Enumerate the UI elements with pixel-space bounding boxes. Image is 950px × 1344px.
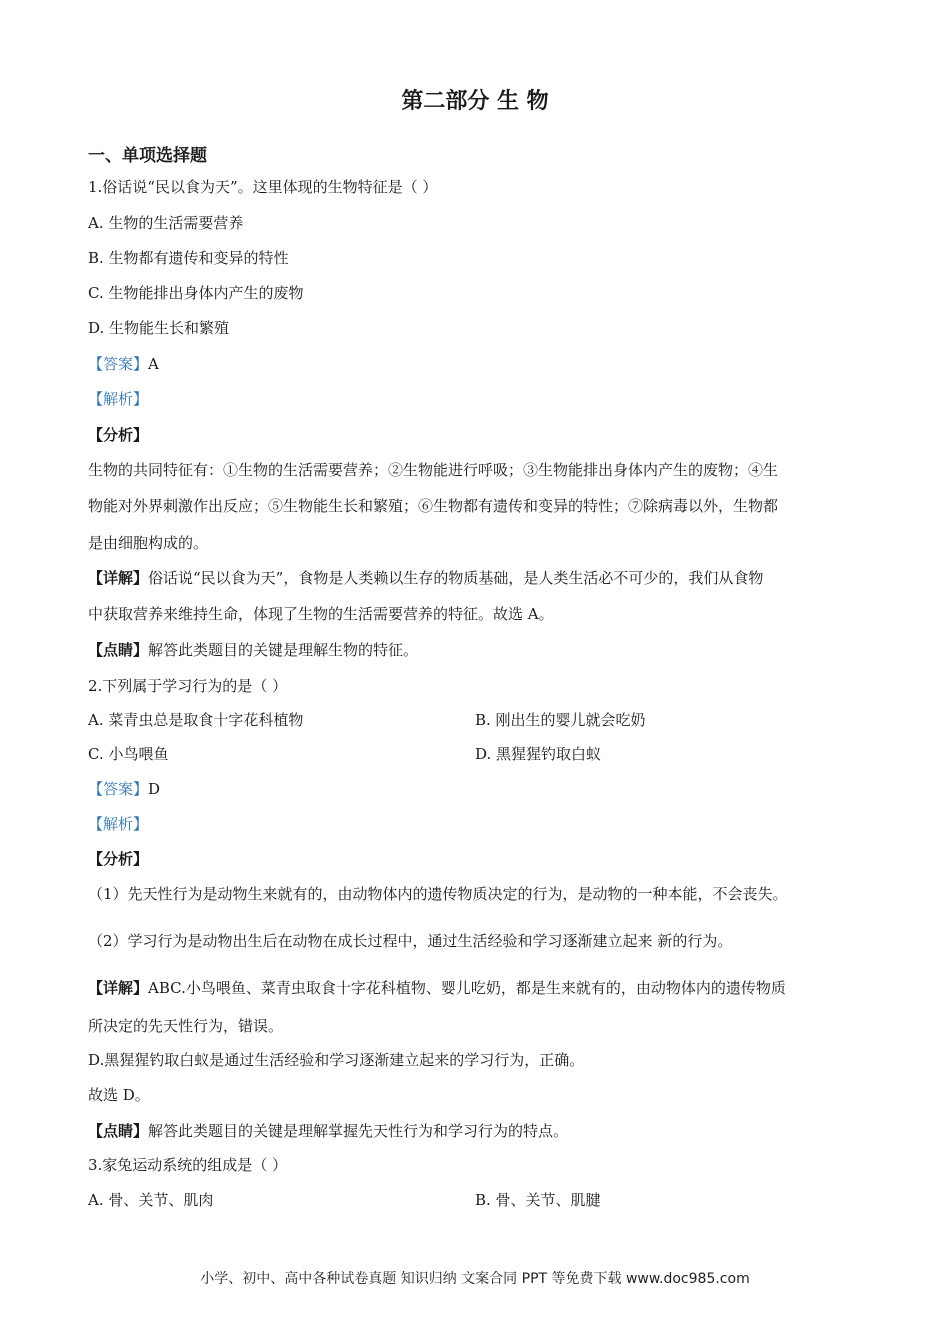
- q3-stem: 3.家兔运动系统的组成是（ ）: [88, 1156, 288, 1174]
- q1-fenxi-tag: 【分析】: [88, 426, 149, 444]
- q2-analysis-tag: 【解析】: [88, 815, 149, 833]
- q2-option-d: D. 黑猩猩钓取白蚁: [475, 745, 602, 763]
- q1-point: 【点睛】解答此类题目的关键是理解生物的特征。: [88, 641, 419, 659]
- answer-tag: 【答案】: [88, 355, 149, 373]
- detail-tag: 【详解】: [88, 979, 149, 997]
- q2-option-b: B. 刚出生的婴儿就会吃奶: [475, 711, 646, 729]
- q2-point: 【点睛】解答此类题目的关键是理解掌握先天性行为和学习行为的特点。: [88, 1122, 569, 1140]
- q1-detail-line1: 【详解】俗话说“民以食为天”，食物是人类赖以生存的物质基础，是人类生活必不可少的，我们从食物: [88, 569, 764, 587]
- q1-fenxi-line2: 物能对外界刺激作出反应；⑤生物能生长和繁殖；⑥生物都有遗传和变异的特性；⑦除病毒以外，生物都: [88, 497, 779, 515]
- q2-fenxi-line2: （2）学习行为是动物出生后在动物在成长过程中，通过生活经验和学习逐渐建立起来 新的行为。: [88, 932, 733, 950]
- q2-detail-line2: 所决定的先天性行为，错误。: [88, 1017, 284, 1035]
- page-title: 第二部分 生 物: [401, 89, 549, 114]
- point-tag: 【点睛】: [88, 641, 149, 659]
- q1-detail-line2: 中获取营养来维持生命，体现了生物的生活需要营养的特征。故选 A。: [88, 605, 554, 623]
- q1-option-a: A. 生物的生活需要营养: [88, 214, 244, 232]
- q1-option-c: C. 生物能排出身体内产生的废物: [88, 284, 304, 302]
- q2-answer-row: [88, 779, 160, 799]
- page-footer: 小学、初中、高中各种试卷真题 知识归纳 文案合同 PPT 等免费下载 www.doc985.com: [200, 1271, 750, 1287]
- q2-option-c: C. 小鸟喂鱼: [88, 745, 169, 763]
- q3-option-a: A. 骨、关节、肌肉: [88, 1191, 214, 1209]
- q1-stem: 1.俗话说“民以食为天”。这里体现的生物特征是（ ）: [88, 178, 438, 196]
- q2-fenxi-tag: 【分析】: [88, 850, 149, 868]
- detail-tag: 【详解】: [88, 569, 149, 587]
- answer-tag: 【答案】: [88, 780, 149, 798]
- q2-detail-line1: 【详解】ABC.小鸟喂鱼、菜青虫取食十字花科植物、婴儿吃奶，都是生来就有的，由动物体内的遗传物质: [88, 979, 786, 997]
- q2-detail-line4: 故选 D。: [88, 1086, 150, 1104]
- q2-option-a: A. 菜青虫总是取食十字花科植物: [88, 711, 304, 729]
- q1-option-d: D. 生物能生长和繁殖: [88, 319, 230, 337]
- q1-fenxi-line3: 是由细胞构成的。: [88, 534, 209, 552]
- q2-answer: D: [148, 780, 161, 798]
- q2-stem: 2.下列属于学习行为的是（ ）: [88, 677, 288, 695]
- q1-answer: A: [148, 355, 159, 373]
- point-tag: 【点睛】: [88, 1122, 149, 1140]
- q1-answer-row: [88, 354, 159, 374]
- q1-analysis-tag: 【解析】: [88, 390, 149, 408]
- section-heading: 一、单项选择题: [88, 146, 207, 166]
- q3-option-b: B. 骨、关节、肌腱: [475, 1191, 601, 1209]
- q2-fenxi-line1: （1）先天性行为是动物生来就有的，由动物体内的遗传物质决定的行为，是动物的一种本能，不会丧失。: [88, 885, 788, 903]
- q2-detail-line3: D.黑猩猩钓取白蚁是通过生活经验和学习逐渐建立起来的学习行为，正确。: [88, 1051, 585, 1069]
- q1-fenxi-line1: 生物的共同特征有：①生物的生活需要营养；②生物能进行呼吸；③生物能排出身体内产生的废物；④生: [88, 461, 779, 479]
- q1-option-b: B. 生物都有遗传和变异的特性: [88, 249, 289, 267]
